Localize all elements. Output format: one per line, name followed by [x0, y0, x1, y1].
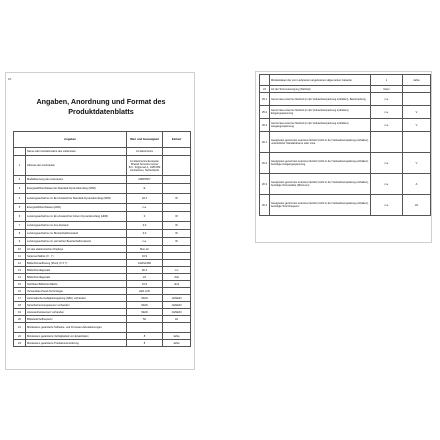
row-description: Geeignetes genormtes externes Netzteil (nicht in der Verkaufsverpackung enthalten), benötigte Stromfrequenz	[270, 195, 371, 216]
datasheet-table-right-body	[260, 75, 431, 216]
row-unit: Hz	[403, 195, 431, 216]
row-number: 1	[14, 156, 26, 176]
row-value: 1	[371, 75, 403, 86]
row-value: 0.3	[127, 222, 163, 230]
table-row	[14, 204, 191, 212]
row-description: Sichtbare Bildschirmfläche	[26, 281, 127, 288]
row-number: 25.2	[260, 106, 270, 119]
product-datasheet-page-right	[255, 71, 432, 243]
row-unit	[403, 132, 431, 153]
row-value: n.a.	[371, 174, 403, 195]
row-value: 1920x1080	[127, 260, 163, 267]
row-value: n.a.	[127, 204, 163, 212]
row-unit: Jahre	[163, 340, 191, 347]
row-unit	[163, 204, 191, 212]
row-description: Seitenverhältnis (X : Y)	[26, 253, 127, 260]
product-datasheet-page-left	[5, 72, 195, 370]
row-unit	[163, 246, 191, 253]
row-value: E	[127, 184, 163, 194]
row-value: LED LCD	[127, 288, 163, 295]
row-number: 12	[14, 260, 26, 267]
table-row	[14, 222, 191, 230]
row-number: 2	[14, 176, 26, 184]
table-row	[14, 267, 191, 274]
table-header-row	[14, 132, 191, 148]
row-value: 16:9	[127, 253, 163, 260]
row-description: Bildschirmauflösung (Pixel) (X X Y)	[26, 260, 127, 267]
row-description: Name oder Handelsmarke des Lieferanten	[26, 148, 127, 156]
row-description: Spracherkennungssensor vorhanden	[26, 302, 127, 309]
row-unit: JA/NEIN	[163, 302, 191, 309]
table-row	[14, 194, 191, 204]
table-row	[14, 274, 191, 281]
table-row	[260, 153, 431, 174]
row-description: Mindestens garantierte Software- und Firmware-Aktualisierungen	[26, 323, 127, 333]
row-value: n.a.	[371, 195, 403, 216]
row-unit: JA/NEIN	[163, 309, 191, 316]
table-row	[14, 302, 191, 309]
row-description: Geeignetes genormtes externes Netzteil (nicht in der Verkaufsverpackung enthalten), unterstützter Standardname oder Liste	[270, 132, 371, 153]
datasheet-table-right	[259, 74, 431, 216]
row-value	[127, 323, 163, 333]
row-value: n.a.	[127, 238, 163, 246]
row-description: Geeignetes genormtes externes Netzteil (nicht in der Verkaufsverpackung enthalten), benötigte Stromstärke (Minimum)	[270, 174, 371, 195]
row-number: 23	[14, 340, 26, 347]
row-number: 26.1	[260, 132, 270, 153]
table-row	[14, 323, 191, 333]
table-row	[14, 246, 191, 253]
row-description: Bildwiederholfrequenz	[26, 316, 127, 323]
row-value	[371, 132, 403, 153]
row-number: 13	[14, 267, 26, 274]
row-value: 50	[127, 316, 163, 323]
table-row	[260, 106, 431, 119]
page-title-line-2: Produktdatenblatts	[68, 107, 134, 116]
row-description: Verwendete Panel-Technologie	[26, 288, 127, 295]
row-number: 8	[14, 230, 26, 238]
table-row	[14, 309, 191, 316]
row-number: 15	[14, 281, 26, 288]
row-unit	[163, 184, 191, 194]
row-number: 26.4	[260, 195, 270, 216]
row-description: Mindestdauer der vom Lieferanten angebotenen allgemeinen Garantie	[270, 75, 371, 86]
table-row	[14, 230, 191, 238]
row-unit: Jahre	[403, 75, 431, 86]
row-number: 5	[14, 204, 26, 212]
row-number: 11	[14, 253, 26, 260]
table-row	[260, 93, 431, 106]
row-value: LG Electronics	[127, 148, 163, 156]
row-value: Mon-Ior	[127, 246, 163, 253]
row-number: 10	[14, 246, 26, 253]
row-unit	[163, 253, 191, 260]
row-number	[260, 75, 270, 86]
row-value: n.a.	[371, 106, 403, 119]
row-number: 9	[14, 238, 26, 246]
table-row	[14, 340, 191, 347]
table-row	[14, 184, 191, 194]
row-number: 7	[14, 222, 26, 230]
table-row	[14, 238, 191, 246]
row-value: Intern	[371, 86, 403, 93]
row-unit	[163, 156, 191, 176]
row-unit: Zoll	[163, 274, 191, 281]
table-row	[14, 253, 191, 260]
row-number: 3	[14, 184, 26, 194]
row-unit: V	[403, 119, 431, 132]
table-row	[14, 176, 191, 184]
row-number: 19	[14, 309, 26, 316]
table-row	[14, 281, 191, 288]
row-description: Leistungsaufnahme im Bereitschaftszustand	[26, 230, 127, 238]
table-row	[14, 148, 191, 156]
row-unit: JA/NEIN	[163, 295, 191, 302]
table-row	[260, 75, 431, 86]
row-description: Genormtes externes Netzteil (in der Verkaufsverpackung enthalten), Beschreibung	[270, 93, 371, 106]
row-unit: V	[403, 153, 431, 174]
row-number: 26.3	[260, 174, 270, 195]
row-description: Leistungsaufnahme im Ein-Zustand bei Standard-Dynamikumfang (SDR)	[26, 194, 127, 204]
row-description: Art des elektronischen Displays	[26, 246, 127, 253]
row-value: 18.2	[127, 194, 163, 204]
row-value: NEIN	[127, 302, 163, 309]
table-row	[14, 156, 191, 176]
row-description: Energieeffizienzklasse bei Standard-Dynamikumfang (SDR)	[26, 184, 127, 194]
table-row	[260, 174, 431, 195]
row-value: 8	[127, 333, 163, 340]
row-value: n.a.	[371, 153, 403, 174]
row-number: 20	[14, 316, 26, 323]
row-description: Mindestens garantierte Produktunterstützung	[26, 340, 127, 347]
header-angaben: Angaben	[14, 132, 127, 148]
row-number: 21	[14, 323, 26, 333]
table-row	[260, 195, 431, 216]
datasheet-table-left-body	[14, 148, 191, 347]
row-unit: W	[163, 194, 191, 204]
row-description: Geeignetes genormtes externes Netzteil (nicht in der Verkaufsverpackung enthalten), benötigte Ausgangsspannung	[270, 153, 371, 174]
row-value: n.a.	[371, 93, 403, 106]
row-number: 17	[14, 295, 26, 302]
row-description: Automatische Helligkeitsregelung (ABC) vorhanden	[26, 295, 127, 302]
row-unit: W	[163, 222, 191, 230]
row-value: 24BK550Y	[127, 176, 163, 184]
row-number: 14	[14, 274, 26, 281]
row-value: 60.4	[127, 267, 163, 274]
row-unit: V	[403, 106, 431, 119]
header-einheit: Einheit	[163, 132, 191, 148]
row-unit: Jahre	[163, 333, 191, 340]
row-description: Leistungsaufnahme im vernetzten Bereitschaftszustand	[26, 238, 127, 246]
row-number: 25.1	[260, 93, 270, 106]
datasheet-table-left	[13, 131, 191, 347]
table-row	[260, 119, 431, 132]
row-value: NEIN	[127, 309, 163, 316]
table-row	[14, 260, 191, 267]
row-number: 25.3	[260, 119, 270, 132]
row-number: 16	[14, 288, 26, 295]
row-description: Leistungsaufnahme im Aus-Zustand	[26, 222, 127, 230]
row-value: 0	[127, 212, 163, 222]
row-description: Bildschirmdiagonale	[26, 274, 127, 281]
table-row	[14, 288, 191, 295]
table-row	[14, 295, 191, 302]
row-unit	[403, 93, 431, 106]
row-number	[14, 148, 26, 156]
row-value: n.a.	[371, 119, 403, 132]
row-description: Modellkennung des Lieferanten	[26, 176, 127, 184]
row-number: 18	[14, 302, 26, 309]
row-value: 24	[127, 274, 163, 281]
row-unit	[163, 288, 191, 295]
row-value: 0.3	[127, 230, 163, 238]
table-row	[260, 132, 431, 153]
row-unit	[163, 260, 191, 267]
header-wert: Wert und Genauigkeit	[127, 132, 163, 148]
row-unit: dm2	[163, 281, 191, 288]
row-unit	[403, 86, 431, 93]
row-unit	[163, 176, 191, 184]
table-row	[14, 316, 191, 323]
page-title	[6, 97, 195, 117]
table-row	[260, 86, 431, 93]
table-row	[14, 333, 191, 340]
row-value: LG Electronics European Shared Services Center B.V., Krijgsman 1, 1186 DM Amstelveen, Netherlands	[127, 156, 163, 176]
row-description: Genormtes externes Netzteil (in der Verkaufsverpackung enthalten), Eingangsspannung	[270, 106, 371, 119]
row-description: Energieeffizienzklasse (HDR)	[26, 204, 127, 212]
row-unit: W	[163, 212, 191, 222]
row-description: Mindestens garantierte Verfügbarkeit von Ersatzteilen	[26, 333, 127, 340]
row-unit: cm	[163, 267, 191, 274]
row-value: NEIN	[127, 295, 163, 302]
row-description: Adresse des Lieferanten	[26, 156, 127, 176]
row-number: 24	[260, 86, 270, 93]
row-unit: A	[403, 174, 431, 195]
row-number: 26.2	[260, 153, 270, 174]
row-description: Genormtes externes Netzteil (in der Verkaufsverpackung enthalten), Ausgangsspannung	[270, 119, 371, 132]
table-row	[14, 212, 191, 222]
row-description: Art der Stromversorgung (Netzteil)	[270, 86, 371, 93]
row-description: Bildschirmdiagonale	[26, 267, 127, 274]
row-number: 6	[14, 212, 26, 222]
row-unit	[163, 323, 191, 333]
page-title-line-1: Angaben, Anordnung und Format des	[36, 97, 166, 106]
row-value: 8	[127, 340, 163, 347]
row-unit	[163, 148, 191, 156]
page-number: 10	[8, 77, 12, 81]
row-unit: W	[163, 230, 191, 238]
row-unit: W	[163, 238, 191, 246]
row-value: 15.5	[127, 281, 163, 288]
row-number: 22	[14, 333, 26, 340]
row-number: 4	[14, 194, 26, 204]
row-unit: Hz	[163, 316, 191, 323]
row-description: Leistungsaufnahme im Ein-Zustand bei hohem Dynamikumfang (HDR)	[26, 212, 127, 222]
row-description: Anwesenheitssensor vorhanden	[26, 309, 127, 316]
